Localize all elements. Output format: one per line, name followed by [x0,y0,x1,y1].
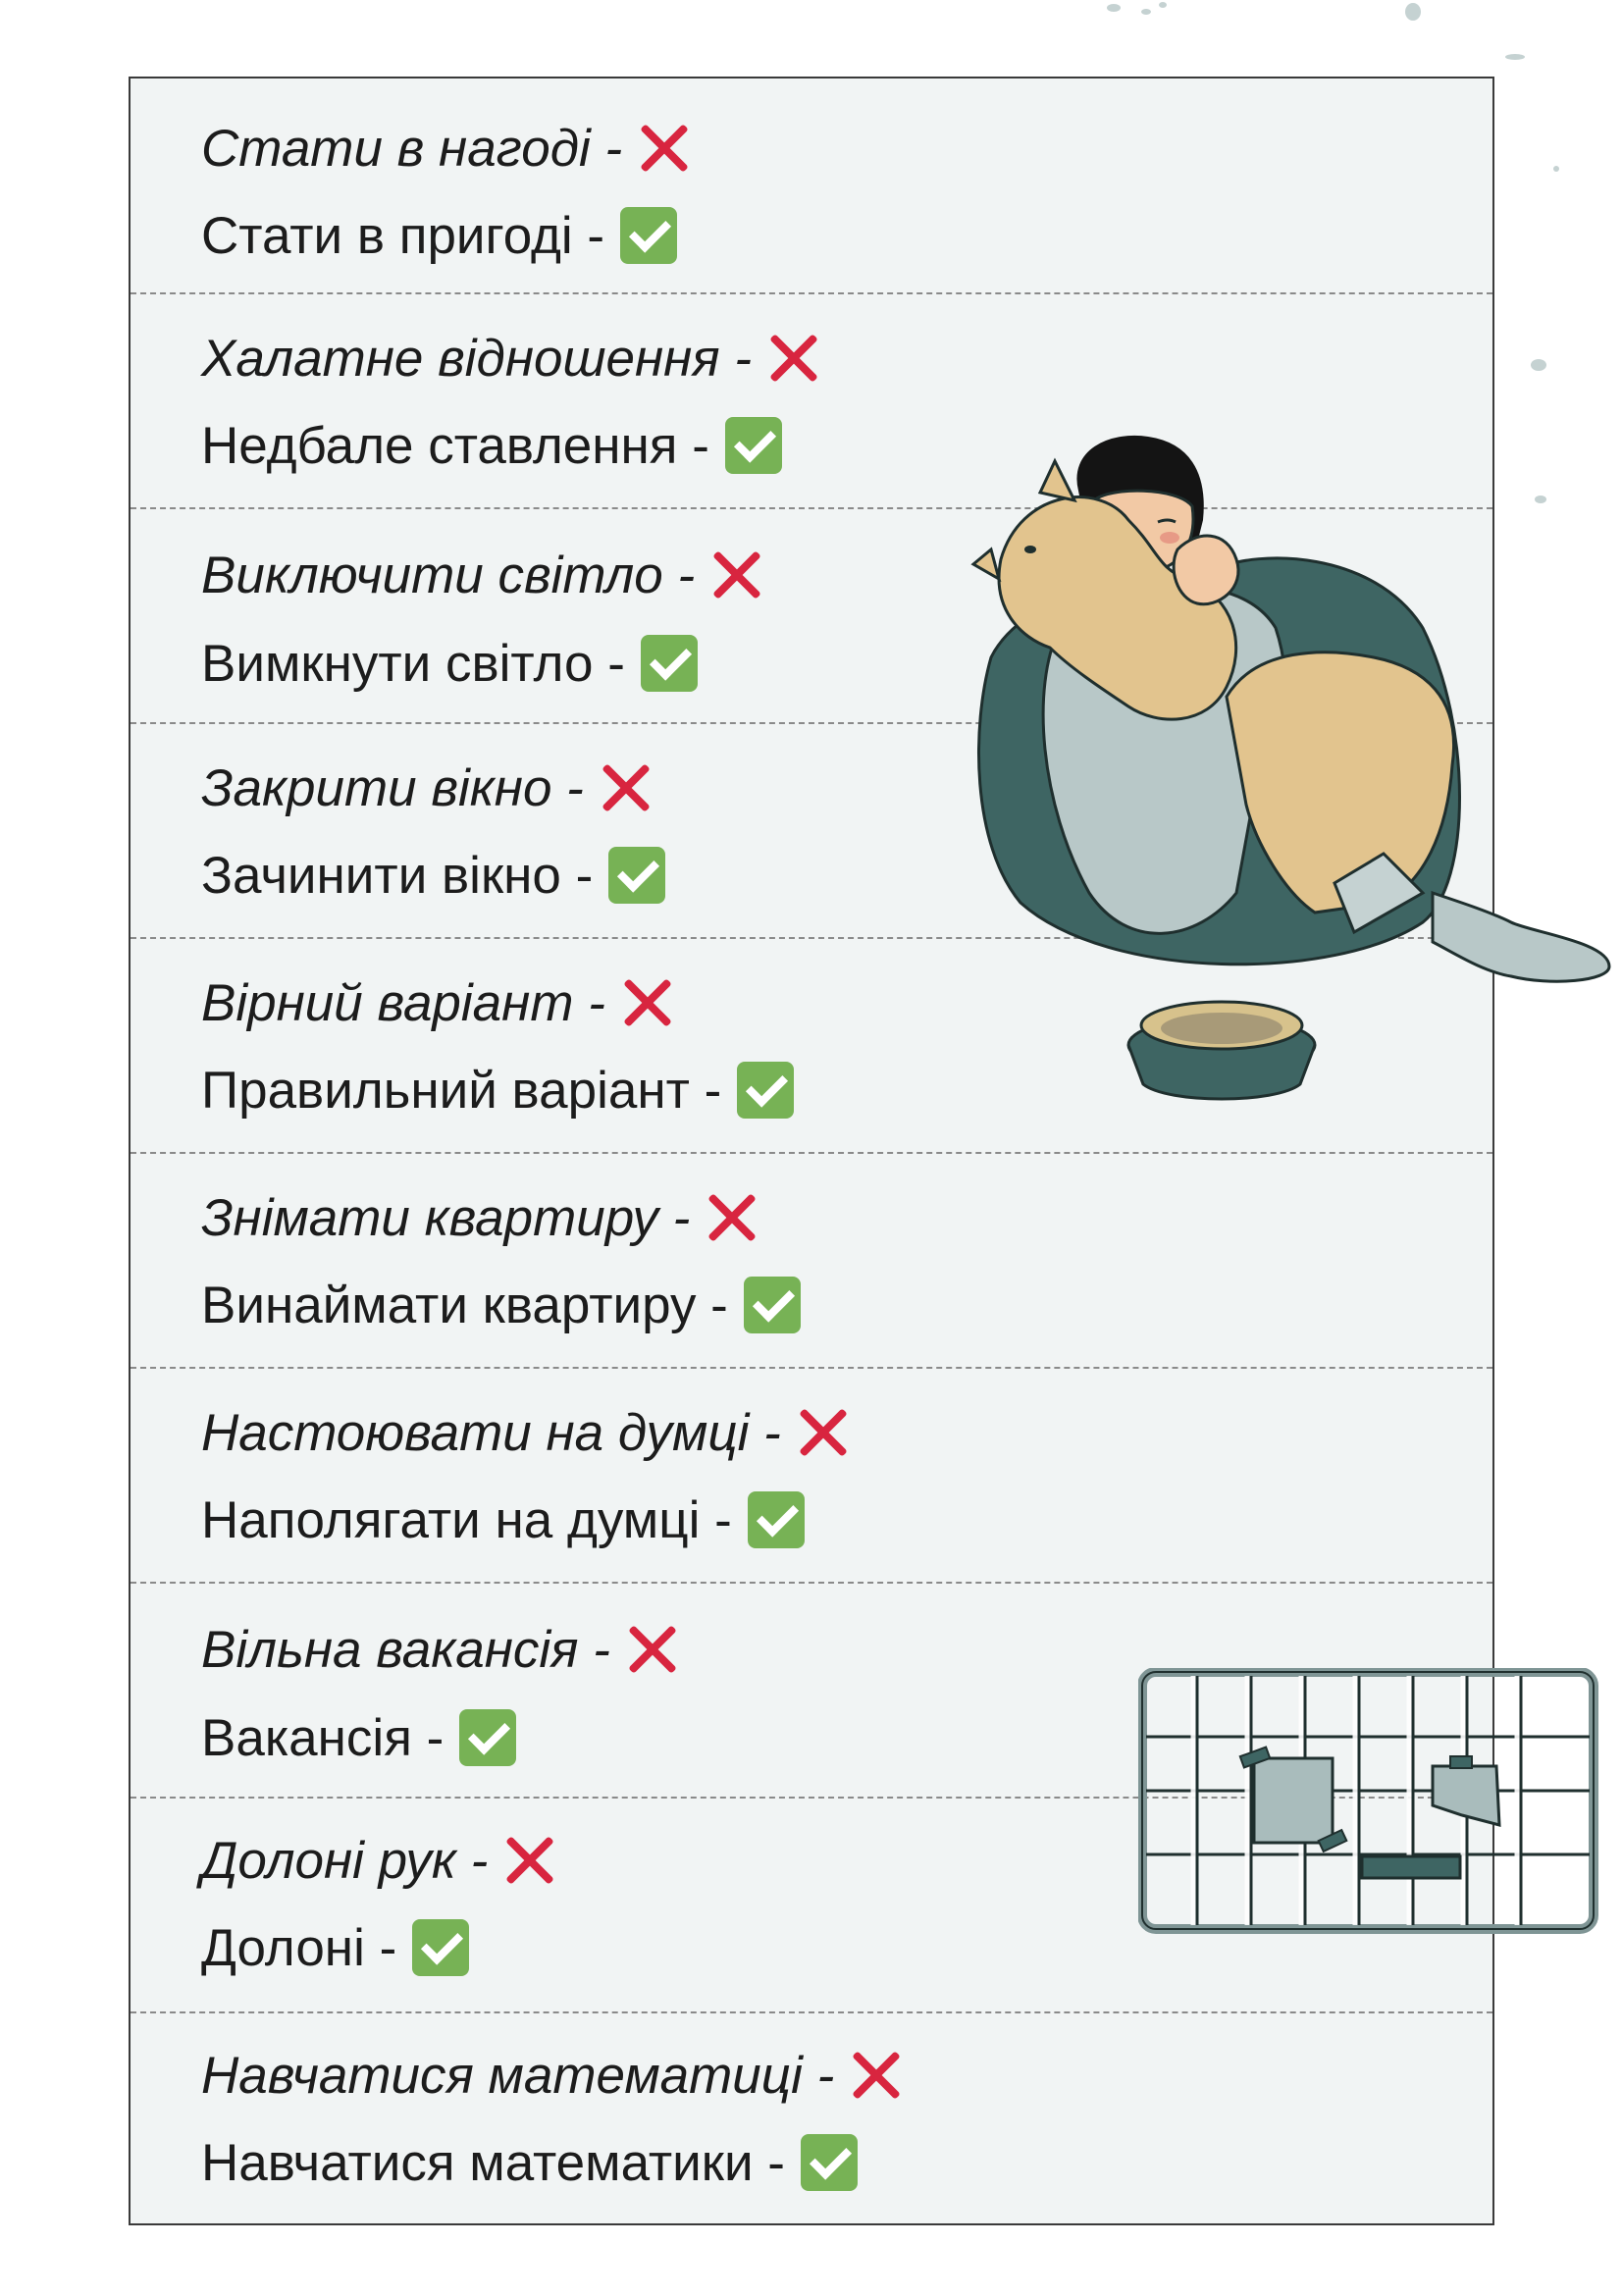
incorrect-phrase-text: Вірний варіант - [201,973,605,1032]
incorrect-phrase [201,973,674,1032]
incorrect-phrase [201,2046,903,2105]
cross-mark-icon [503,1834,556,1887]
cross-mark-icon [767,332,820,385]
incorrect-phrase-text: Халатне відношення - [201,329,752,388]
incorrect-phrase-text: Стати в нагоді - [201,119,623,178]
correct-phrase [201,1062,794,1119]
correct-phrase [201,2134,858,2191]
correct-phrase [201,1709,516,1766]
correct-phrase [201,417,782,474]
incorrect-phrase [201,329,820,388]
incorrect-phrase-text: Вільна вакансія - [201,1620,610,1679]
list-item [131,1367,1492,1582]
cross-mark-icon [600,761,653,814]
check-mark-icon [725,417,782,474]
incorrect-phrase-text: Долоні рук - [201,1831,489,1890]
cross-mark-icon [850,2049,903,2102]
list-item [131,1152,1492,1367]
check-mark-icon [620,207,677,264]
incorrect-phrase-text: Закрити вікно - [201,758,584,817]
incorrect-phrase-text: Навчатися математиці - [201,2046,835,2105]
incorrect-phrase-text: Настоювати на думці - [201,1403,781,1462]
correct-phrase-text: Вимкнути світло - [201,634,625,693]
wire-grid-board-illustration [1138,1668,1599,1943]
correct-phrase-text: Долоні - [201,1918,397,1977]
check-mark-icon [459,1709,516,1766]
incorrect-phrase [201,119,691,178]
correct-phrase-text: Вакансія - [201,1708,445,1767]
check-mark-icon [737,1062,794,1119]
correct-phrase-text: Винаймати квартиру - [201,1276,728,1334]
list-item [131,2011,1492,2223]
check-mark-icon [801,2134,858,2191]
correct-phrase [201,847,665,904]
incorrect-phrase-text: Виключити світло - [201,546,696,604]
check-mark-icon [748,1491,805,1548]
incorrect-phrase-text: Знімати квартиру - [201,1188,691,1247]
correct-phrase-text: Стати в пригоді - [201,206,605,265]
cross-mark-icon [638,122,691,175]
incorrect-phrase [201,1403,850,1462]
list-item [131,78,1492,292]
correct-phrase [201,1491,805,1548]
cross-mark-icon [626,1623,679,1676]
cross-mark-icon [621,976,674,1029]
correct-phrase [201,635,698,692]
check-mark-icon [412,1919,469,1976]
incorrect-phrase [201,1188,759,1247]
correct-phrase [201,1277,801,1333]
incorrect-phrase [201,758,653,817]
correct-phrase-text: Правильний варіант - [201,1061,722,1120]
correct-phrase-text: Недбале ставлення - [201,416,709,475]
check-mark-icon [744,1277,801,1333]
cross-mark-icon [710,548,763,601]
check-mark-icon [641,635,698,692]
check-mark-icon [608,847,665,904]
correct-phrase-text: Наполягати на думці - [201,1490,732,1549]
woman-hugging-dog-illustration [962,432,1619,1119]
incorrect-phrase [201,1831,556,1890]
cross-mark-icon [797,1406,850,1459]
correct-phrase [201,207,677,264]
correct-phrase [201,1919,469,1976]
incorrect-phrase [201,1620,679,1679]
correct-phrase-text: Навчатися математики - [201,2133,785,2192]
cross-mark-icon [706,1191,759,1244]
incorrect-phrase [201,546,763,604]
correct-phrase-text: Зачинити вікно - [201,846,594,905]
